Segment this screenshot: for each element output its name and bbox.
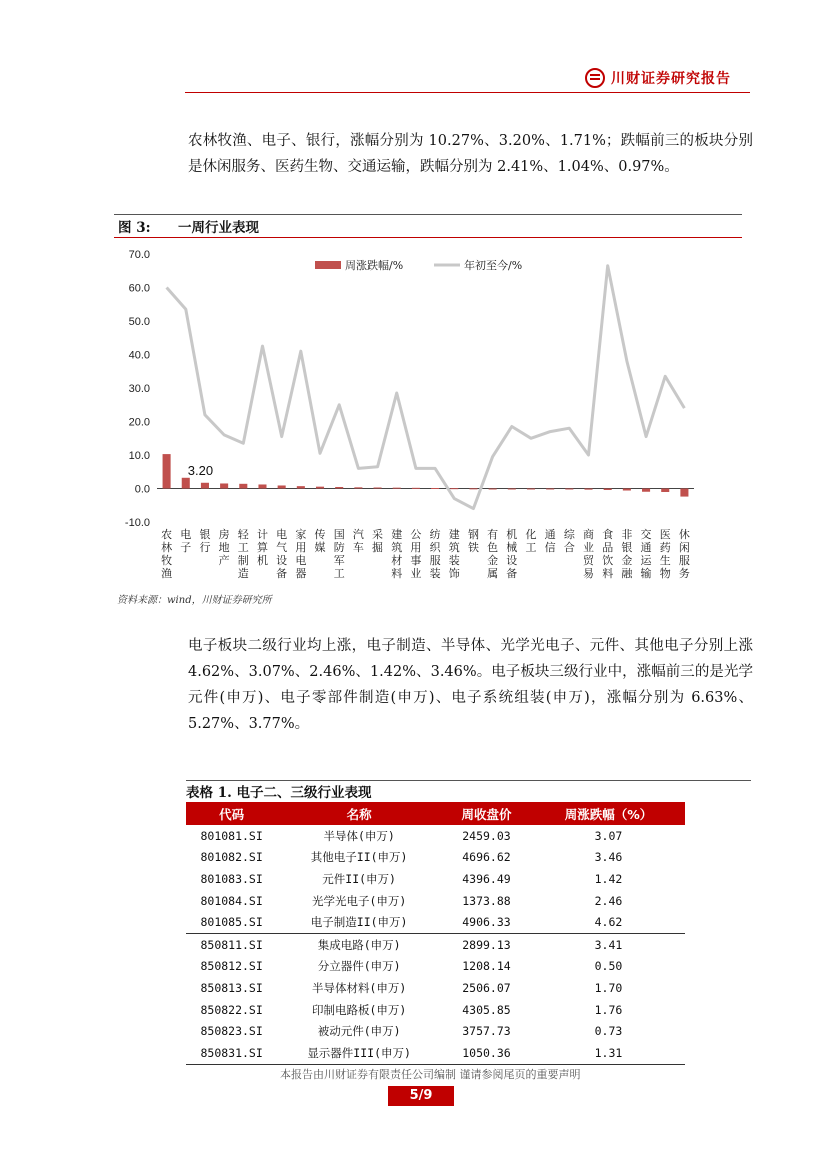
x-category-label: 电气设备 — [276, 528, 288, 580]
x-category-label: 家用电器 — [295, 528, 307, 580]
x-category-label: 计算机 — [256, 528, 268, 567]
bar-weekly-change — [316, 487, 324, 489]
header-code: 代码 — [186, 802, 277, 825]
table-row — [186, 1042, 685, 1064]
cell-change: 1.76 — [594, 1002, 623, 1017]
cell-change: 1.42 — [594, 871, 623, 886]
chuancai-logo-icon — [585, 68, 605, 88]
line-ytd-change — [167, 266, 685, 509]
bar-weekly-change — [258, 484, 266, 488]
header-name: 名称 — [277, 802, 441, 825]
bar-weekly-change — [335, 487, 343, 489]
x-category-label: 汽车 — [352, 528, 364, 554]
bar-weekly-change — [163, 454, 171, 488]
brand-name: 川财证券研究报告 — [611, 71, 731, 87]
cell-code: 850822.SI — [200, 1002, 263, 1017]
cell-change: 1.31 — [532, 1042, 685, 1064]
x-category-label: 交通运输 — [640, 528, 652, 580]
cell-name: 电子制造II(申万) — [310, 915, 408, 930]
cell-name: 分立器件(申万) — [317, 959, 401, 974]
table-row — [186, 1020, 685, 1042]
x-category-label: 通信 — [544, 528, 556, 554]
table-row — [186, 825, 685, 847]
x-category-label: 医药生物 — [659, 528, 671, 580]
bar-weekly-change — [565, 489, 573, 490]
y-tick-label: 20.0 — [128, 416, 150, 429]
x-category-label: 采掘 — [372, 528, 384, 554]
figure-title: 一周行业表现 — [178, 220, 259, 236]
bar-weekly-change — [680, 489, 688, 497]
bar-weekly-change — [604, 489, 612, 491]
cell-change: 4.62 — [594, 915, 623, 930]
cell-name: 被动元件(申万) — [317, 1024, 401, 1039]
cell-close: 1373.88 — [462, 893, 511, 908]
cell-close: 3757.73 — [462, 1024, 511, 1039]
x-category-label: 房地产 — [218, 528, 230, 567]
bar-weekly-change — [546, 489, 554, 490]
bar-weekly-change — [431, 488, 439, 489]
y-tick-label: 0.0 — [134, 483, 150, 496]
footer-disclaimer: 本报告由川财证券有限责任公司编制 谨请参阅尾页的重要声明 — [280, 1068, 581, 1081]
bar-weekly-change — [642, 489, 650, 492]
figure-source: 资料来源：wind，川财证券研究所 — [117, 595, 272, 606]
bar-weekly-change — [393, 488, 401, 489]
x-category-label: 钢铁 — [467, 528, 479, 554]
cell-change: 3.41 — [532, 933, 685, 955]
table-row — [186, 956, 685, 978]
page-number: 5/9 — [388, 1086, 454, 1106]
x-category-label: 银行 — [199, 528, 211, 554]
cell-code: 850831.SI — [186, 1042, 277, 1064]
bar-data-label: 3.20 — [187, 462, 214, 478]
bar-weekly-change — [661, 489, 669, 492]
x-category-label: 非银金融 — [621, 528, 633, 580]
table-row — [186, 999, 685, 1021]
x-category-label: 机械设备 — [506, 528, 518, 580]
bar-weekly-change — [412, 488, 420, 489]
x-category-label: 休闲服务 — [678, 528, 690, 580]
figure-title-bar — [114, 214, 742, 238]
x-category-label: 建筑装饰 — [448, 528, 460, 580]
bar-weekly-change — [374, 487, 382, 488]
y-tick-label: 70.0 — [128, 249, 150, 261]
x-category-label: 食品饮料 — [602, 528, 614, 580]
cell-name: 元件II(申万) — [322, 871, 396, 886]
x-category-label: 有色金属 — [487, 528, 499, 580]
cell-code: 801083.SI — [200, 871, 263, 886]
cell-name: 其他电子II(申万) — [310, 850, 408, 865]
table-row — [186, 911, 685, 933]
cell-code: 850823.SI — [200, 1024, 263, 1039]
cell-name: 印制电路板(申万) — [311, 1002, 407, 1017]
x-category-label: 建筑材料 — [391, 528, 403, 580]
bar-weekly-change — [450, 488, 458, 489]
x-category-label: 国防军工 — [333, 528, 345, 580]
cell-code: 801082.SI — [200, 850, 263, 865]
cell-close: 4305.85 — [462, 1002, 511, 1017]
y-tick-label: -10.0 — [124, 517, 150, 529]
cell-close: 2459.03 — [462, 828, 511, 843]
bar-weekly-change — [201, 483, 209, 489]
table-body — [186, 825, 685, 1064]
cell-close: 1050.36 — [441, 1042, 532, 1064]
y-tick-label: 30.0 — [128, 383, 150, 395]
bar-weekly-change — [584, 489, 592, 490]
cell-change: 1.70 — [594, 980, 623, 995]
cell-name: 半导体材料(申万) — [311, 980, 407, 995]
table-row — [186, 868, 685, 890]
cell-code: 850811.SI — [186, 933, 277, 955]
bar-weekly-change — [527, 489, 535, 490]
cell-code: 801081.SI — [200, 828, 263, 843]
industry-performance-chart — [112, 242, 702, 587]
cell-change: 3.46 — [594, 850, 623, 865]
table-row — [186, 890, 685, 912]
cell-name: 集成电路(申万) — [277, 933, 441, 955]
bar-weekly-change — [469, 488, 477, 489]
table-row — [186, 847, 685, 869]
cell-change: 0.73 — [594, 1024, 623, 1039]
cell-code: 801085.SI — [200, 915, 263, 930]
cell-change: 2.46 — [594, 893, 623, 908]
header-divider — [185, 92, 750, 93]
cell-close: 4906.33 — [462, 915, 511, 930]
table-title: 表格 1. 电子二、三级行业表现 — [186, 780, 751, 801]
header-brand — [585, 68, 731, 88]
x-category-label: 农林牧渔 — [161, 528, 173, 580]
electronics-industry-table — [186, 802, 685, 1065]
bar-weekly-change — [508, 489, 516, 490]
cell-name: 显示器件III(申万) — [277, 1042, 441, 1064]
y-tick-label: 50.0 — [128, 316, 150, 328]
cell-close: 2899.13 — [441, 933, 532, 955]
legend-swatch-weekly — [315, 261, 341, 269]
intro-paragraph: 农林牧渔、电子、银行，涨幅分别为 10.27%、3.20%、1.71%；跌幅前三的板块分别是休闲服务、医药生物、交通运输，跌幅分别为 2.41%、1.04%、0.97%。 — [188, 133, 753, 175]
table-row — [186, 933, 685, 955]
electronics-paragraph: 电子板块二级行业均上涨，电子制造、半导体、光学光电子、元件、其他电子分别上涨 4.62%、3.07%、2.46%、1.42%、3.46%。电子板块三级行业中，涨幅前三的是光学元件(申万)、电子零部件制造(申万)、电子系统组装(申万)，涨幅分别为 6.63%、5.27%、3.77%。 — [188, 638, 753, 732]
x-category-label: 传媒 — [314, 528, 326, 554]
bar-weekly-change — [182, 478, 190, 489]
x-category-label: 综合 — [563, 528, 575, 554]
y-tick-label: 40.0 — [128, 349, 150, 362]
bar-weekly-change — [220, 483, 228, 488]
cell-close: 2506.07 — [462, 980, 511, 995]
legend-label-weekly: 周涨跌幅/% — [345, 259, 404, 272]
legend-label-ytd: 年初至今/% — [464, 259, 523, 272]
cell-code: 850813.SI — [200, 980, 263, 995]
bar-weekly-change — [623, 489, 631, 491]
bar-weekly-change — [354, 487, 362, 488]
bar-weekly-change — [489, 489, 497, 490]
table-row — [186, 977, 685, 999]
cell-close: 1208.14 — [462, 959, 511, 974]
bar-weekly-change — [278, 485, 286, 488]
bar-weekly-change — [297, 486, 305, 488]
x-category-label: 化工 — [525, 528, 537, 554]
header-change: 周涨跌幅（%） — [532, 802, 685, 825]
cell-change: 0.50 — [594, 959, 623, 974]
x-category-label: 电子 — [180, 528, 192, 554]
cell-change: 3.07 — [594, 828, 623, 843]
table-header-row — [186, 802, 685, 825]
x-category-label: 纺织服装 — [429, 528, 441, 580]
cell-code: 850812.SI — [200, 959, 263, 974]
y-tick-label: 10.0 — [128, 450, 150, 462]
cell-close: 4696.62 — [462, 850, 511, 865]
cell-name: 半导体(申万) — [323, 828, 395, 843]
bar-weekly-change — [239, 484, 247, 489]
cell-close: 4396.49 — [462, 871, 511, 886]
x-category-label: 公用事业 — [410, 528, 422, 580]
header-close: 周收盘价 — [441, 802, 532, 825]
cell-code: 801084.SI — [200, 893, 263, 908]
x-category-label: 商业贸易 — [583, 528, 595, 580]
cell-name: 光学光电子(申万) — [311, 893, 407, 908]
figure-number: 图 3: — [118, 220, 151, 236]
y-tick-label: 60.0 — [128, 282, 150, 295]
x-category-label: 轻工制造 — [237, 528, 249, 580]
